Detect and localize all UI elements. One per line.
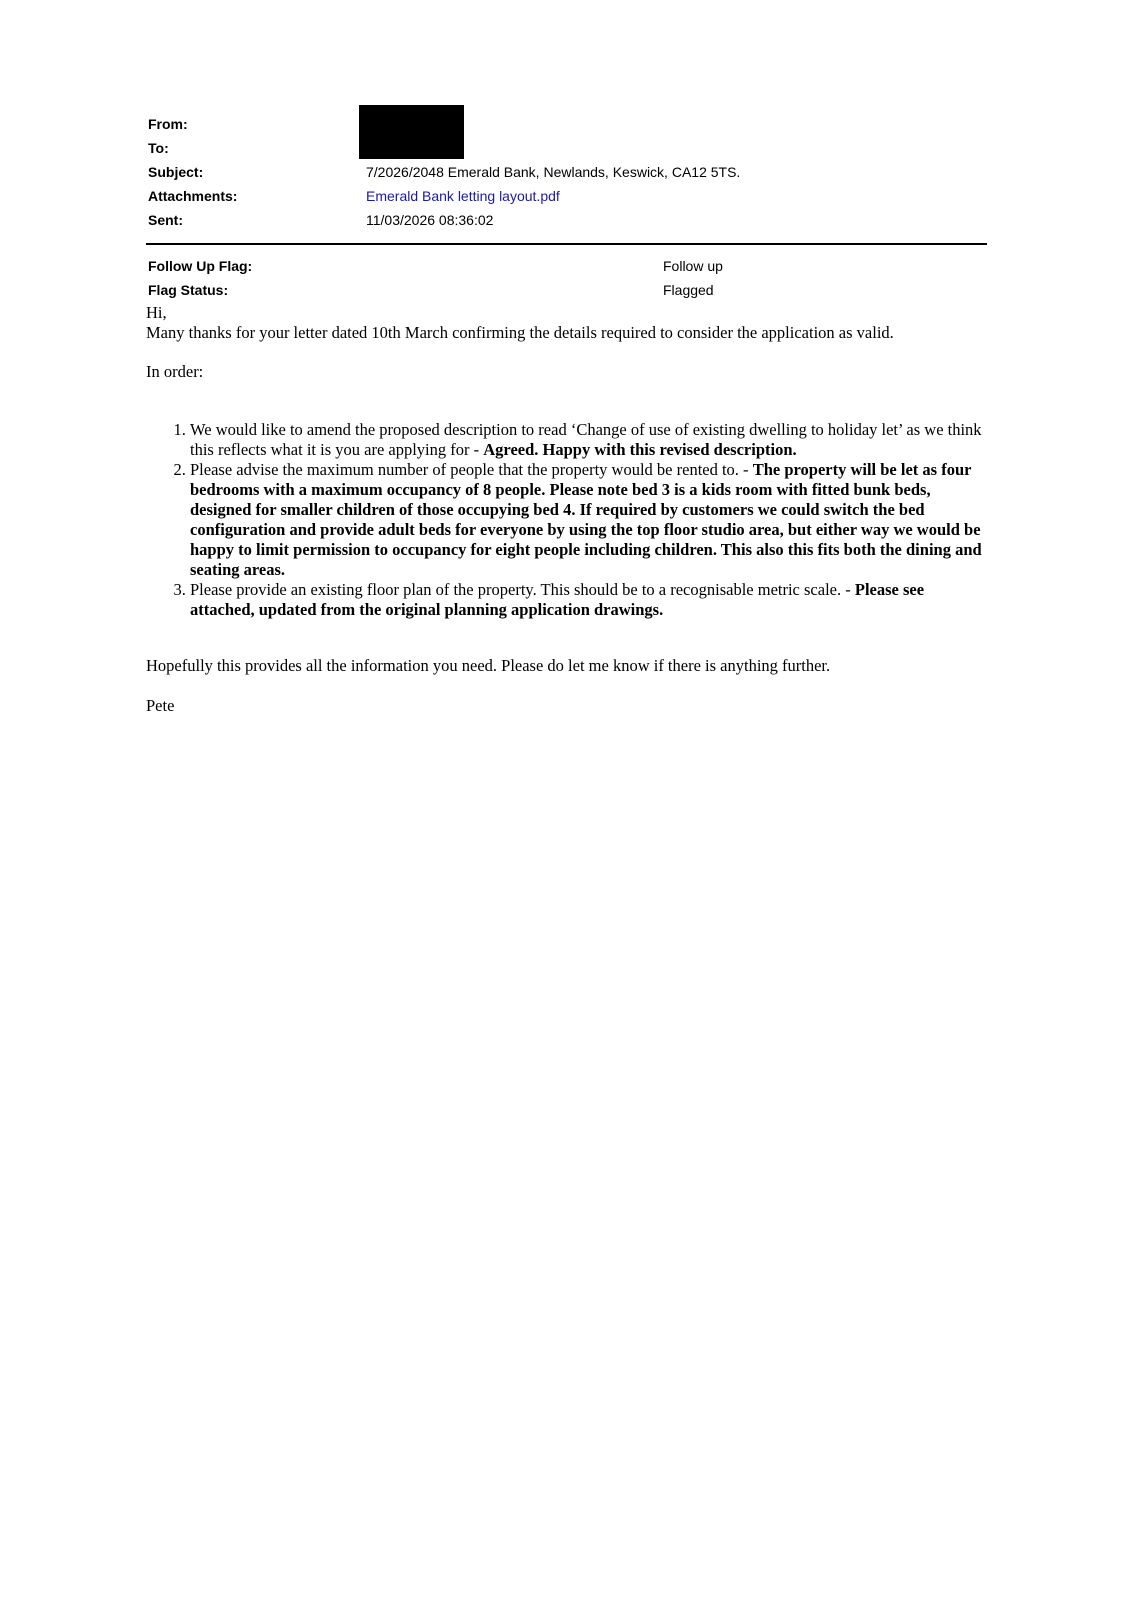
from-label: From: <box>148 116 188 132</box>
sent-label: Sent: <box>148 212 183 228</box>
sent-value: 11/03/2026 08:36:02 <box>366 212 494 228</box>
attachments-label: Attachments: <box>148 188 238 204</box>
item-answer: Please see attached, updated from the original planning application drawings. <box>190 580 925 619</box>
intro-paragraph: Many thanks for your letter dated 10th March confirming the details required to consider the application as valid. <box>146 323 894 342</box>
item-question: Please advise the maximum number of people that the property would be rented to. - <box>190 460 753 479</box>
redaction-block <box>359 105 464 159</box>
item-answer: The property will be let as four bedrooms with a maximum occupancy of 8 people. Please note bed 3 is a kids room with fitted bunk beds, designed for smaller children of those occupying bed 4. If required by customers we could switch the bed configuration and provide adult beds for everyone by using the top floor studio area, but either way we would be happy to limit permission to occupancy for eight people including children. This also this fits both the dining and seating areas. <box>190 460 982 579</box>
item-question: We would like to amend the proposed description to read ‘Change of use of existing dwelling to holiday let’ as we think this reflects what it is you are applying for - <box>190 420 982 459</box>
item-answer: Agreed. Happy with this revised description. <box>483 440 797 459</box>
to-label: To: <box>148 140 169 156</box>
list-item <box>190 420 991 460</box>
attachment-link[interactable]: Emerald Bank letting layout.pdf <box>366 188 560 204</box>
signature: Pete <box>146 696 175 715</box>
follow-up-flag-value: Follow up <box>663 258 723 274</box>
list-item <box>190 580 991 620</box>
subject-label: Subject: <box>148 164 204 180</box>
greeting: Hi, <box>146 303 167 322</box>
closing-paragraph: Hopefully this provides all the information you need. Please do let me know if there is anything further. <box>146 656 831 675</box>
in-order-line: In order: <box>146 362 204 381</box>
list-item <box>190 460 991 580</box>
item-question: Please provide an existing floor plan of the property. This should be to a recognisable metric scale. - <box>190 580 855 599</box>
response-list <box>146 420 991 620</box>
flag-status-value: Flagged <box>663 282 714 298</box>
flag-status-label: Flag Status: <box>148 282 229 298</box>
subject-value: 7/2026/2048 Emerald Bank, Newlands, Keswick, CA12 5TS. <box>366 164 741 180</box>
header-divider <box>146 243 987 245</box>
follow-up-flag-label: Follow Up Flag: <box>148 258 253 274</box>
